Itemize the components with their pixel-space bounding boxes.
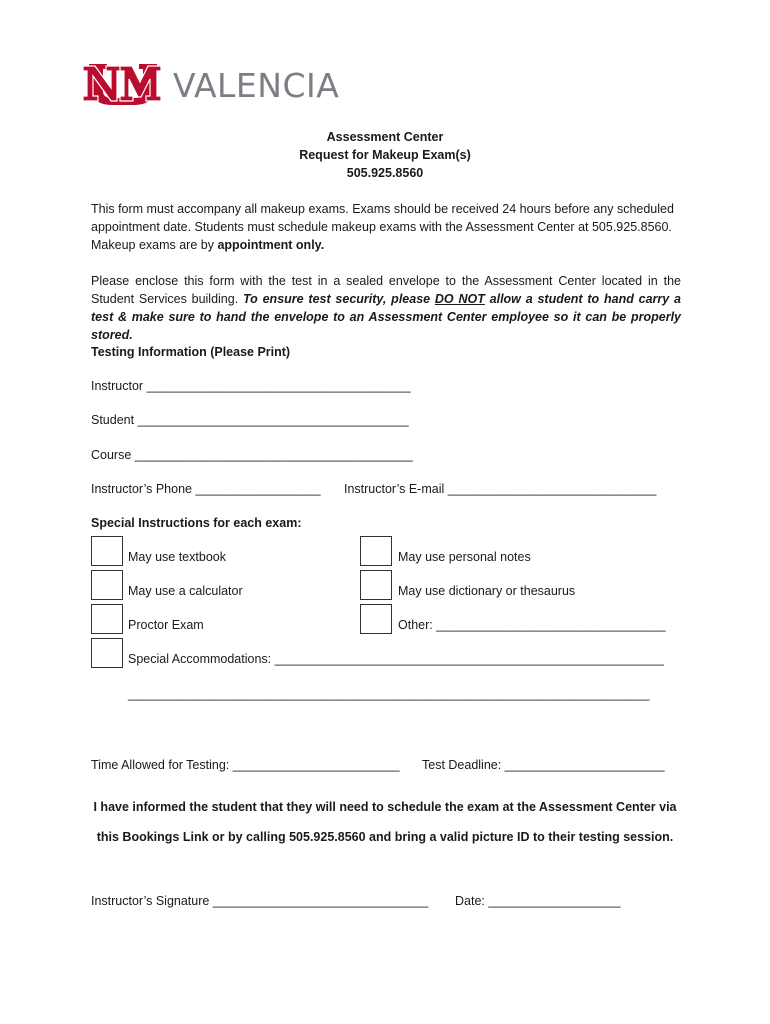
proctor-checkbox[interactable]: [91, 604, 123, 634]
form-title-block: [0, 128, 770, 182]
special-instructions-heading: Special Instructions for each exam:: [91, 516, 302, 530]
test-deadline-field[interactable]: Test Deadline: _______________________: [422, 758, 665, 772]
dictionary-label: May use dictionary or thesaurus: [398, 584, 576, 598]
instructor-signature-field[interactable]: Instructor’s Signature _______________________________: [91, 894, 429, 908]
notes-checkbox[interactable]: [360, 536, 392, 566]
proctor-label: Proctor Exam: [128, 618, 204, 632]
accommodations-field[interactable]: Special Accommodations: ________________________________________________________: [128, 652, 664, 666]
signature-date-field[interactable]: Date: ___________________: [455, 894, 621, 908]
instructions-paragraph: [91, 272, 681, 344]
instructions-bold-2: allow a student to hand carry a test & make sure to hand the envelope to an Assessment Center employee so it can be properly stored.: [91, 292, 681, 342]
instructions-bold-1: To ensure test security, please: [243, 292, 435, 306]
testing-info-heading: Testing Information (Please Print): [91, 345, 291, 359]
intro-bold: appointment only.: [217, 238, 325, 252]
course-field[interactable]: Course ________________________________________: [91, 448, 413, 462]
unm-logo-icon: [83, 60, 163, 110]
intro-text: This form must accompany all makeup exams. Exams should be received 24 hours before any scheduled appointment date. Students must schedule makeup exams with the Assessment Center at 505.925.8560. Makeup exams are by: [91, 202, 674, 252]
unm-valencia-logo: [83, 60, 340, 110]
calculator-checkbox[interactable]: [91, 570, 123, 600]
intro-paragraph: [91, 200, 681, 254]
title-line-3: 505.925.8560: [346, 166, 424, 180]
calculator-label: May use a calculator: [128, 584, 243, 598]
notice-line-1: I have informed the student that they will need to schedule the exam at the Assessment Center via: [93, 800, 677, 814]
title-line-2: Request for Makeup Exam(s): [299, 148, 471, 162]
instructor-field[interactable]: Instructor ______________________________________: [91, 379, 411, 393]
accommodations-checkbox[interactable]: [91, 638, 123, 668]
accommodations-field-line2[interactable]: ___________________________________________________________________________: [128, 687, 650, 701]
student-field[interactable]: Student _______________________________________: [91, 413, 409, 427]
instructor-email-field[interactable]: Instructor’s E-mail ______________________________: [344, 482, 657, 496]
valencia-wordmark: VALENCIA: [173, 66, 340, 105]
instructions-do-not: DO NOT: [434, 292, 485, 306]
title-line-1: Assessment Center: [326, 130, 444, 144]
notes-label: May use personal notes: [398, 550, 531, 564]
instructor-phone-field[interactable]: Instructor’s Phone __________________: [91, 482, 321, 496]
instructions-plain: Please enclose this form with the test in a sealed envelope to the Assessment Center located in the Student Services building.: [91, 274, 681, 306]
time-allowed-field[interactable]: Time Allowed for Testing: ________________________: [91, 758, 400, 772]
dictionary-checkbox[interactable]: [360, 570, 392, 600]
other-checkbox[interactable]: [360, 604, 392, 634]
textbook-checkbox[interactable]: [91, 536, 123, 566]
notice-line-2: this Bookings Link or by calling 505.925.8560 and bring a valid picture ID to their testing session.: [96, 830, 674, 844]
other-field[interactable]: Other: _________________________________: [398, 618, 666, 632]
textbook-label: May use textbook: [128, 550, 226, 564]
